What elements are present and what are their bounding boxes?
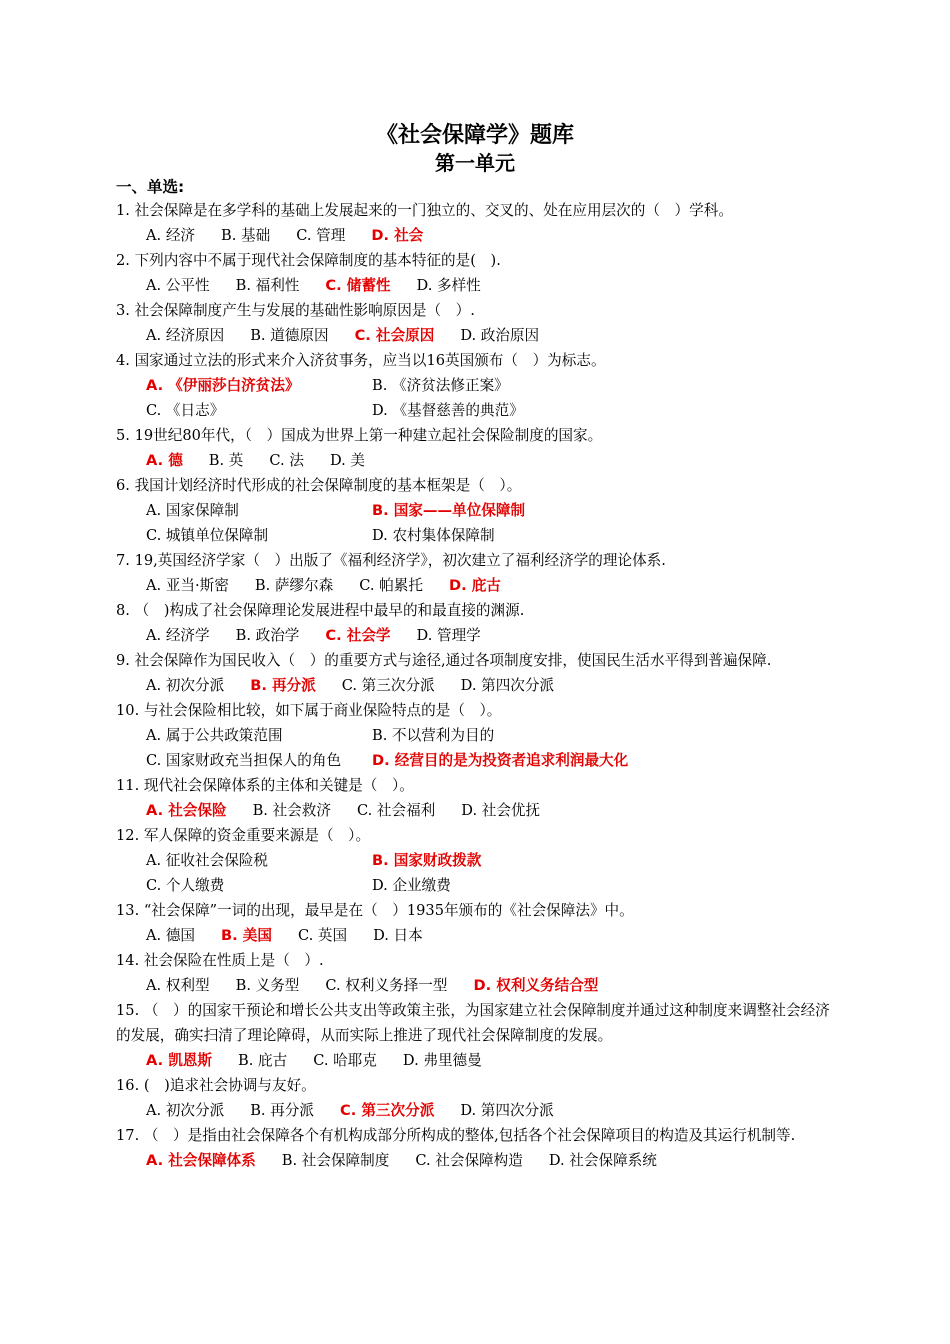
answer-option: D. 社会优抚 (461, 802, 541, 819)
answer-option: D. 第四次分派 (460, 677, 555, 694)
question-item (116, 1123, 836, 1173)
correct-answer-option: C. 社会学 (325, 627, 391, 644)
document-title: 《社会保障学》题库 (375, 123, 574, 148)
answer-option: B. 福利性 (235, 277, 300, 294)
unit-heading: 第一单元 (435, 151, 515, 175)
option-row (116, 273, 836, 298)
correct-answer-option: A. 凯恩斯 (146, 1052, 212, 1069)
answer-option: A. 德国 (146, 927, 196, 944)
question-text: 3. 社会保障制度产生与发展的基础性影响原因是（ ）. (116, 302, 475, 319)
correct-answer-option: D. 经营目的是为投资者追求利润最大化 (372, 752, 629, 769)
answer-option: C. 《日志》 (146, 402, 225, 419)
question-text: 16. ( )追求社会协调与友好。 (116, 1077, 316, 1094)
answer-option: C. 个人缴费 (146, 877, 225, 894)
answer-option: A. 经济 (146, 227, 196, 244)
answer-option: B. 社会保障制度 (281, 1152, 390, 1169)
answer-option: B. 义务型 (235, 977, 300, 994)
answer-option: D. 美 (329, 452, 365, 469)
question-item (116, 648, 836, 698)
option-row (116, 873, 836, 898)
answer-option: C. 哈耶克 (313, 1052, 377, 1069)
question-text: 5. 19世纪80年代，（ ）国成为世界上第一种建立起社会保险制度的国家。 (116, 427, 603, 444)
answer-option: D. 弗里德曼 (402, 1052, 482, 1069)
question-item (116, 348, 836, 423)
correct-answer-option: B. 国家财政拨款 (372, 852, 482, 869)
answer-option: A. 征收社会保险税 (146, 852, 268, 869)
option-row (116, 848, 836, 873)
option-row (116, 223, 836, 248)
question-item (116, 248, 836, 298)
question-text: 10. 与社会保险相比较，如下属于商业保险特点的是（ ）。 (116, 702, 502, 719)
answer-option: B. 基础 (221, 227, 271, 244)
question-item (116, 423, 836, 473)
answer-option: C. 英国 (297, 927, 348, 944)
answer-option: A. 公平性 (146, 277, 210, 294)
correct-answer-option: B. 国家——单位保障制 (372, 502, 526, 519)
correct-answer-option: D. 权利义务结合型 (473, 977, 599, 994)
question-text: 11. 现代社会保障体系的主体和关键是（ ）。 (116, 777, 414, 794)
answer-option: D. 农村集体保障制 (372, 527, 495, 544)
question-list (116, 198, 836, 1173)
question-item (116, 698, 836, 773)
answer-option: C. 法 (269, 452, 304, 469)
option-row (116, 973, 836, 998)
answer-option: C. 社会福利 (356, 802, 436, 819)
option-row (116, 748, 836, 773)
question-text: 9. 社会保障作为国民收入（ ）的重要方式与途径,通过各项制度安排，使国民生活水平得到普遍保障. (116, 652, 772, 669)
answer-option: A. 属于公共政策范围 (146, 727, 283, 744)
correct-answer-option: B. 美国 (221, 927, 272, 944)
correct-answer-option: A. 《伊丽莎白济贫法》 (146, 377, 300, 394)
correct-answer-option: C. 储蓄性 (325, 277, 391, 294)
question-item (116, 948, 836, 998)
correct-answer-option: C. 社会原因 (354, 327, 435, 344)
answer-option: C. 社会保障构造 (415, 1152, 523, 1169)
question-text: 12. 军人保障的资金重要来源是（ ）。 (116, 827, 371, 844)
answer-option: C. 帕累托 (359, 577, 423, 594)
option-row (116, 373, 836, 398)
section-heading: 一、单选: (116, 178, 185, 196)
option-row (116, 573, 836, 598)
question-text: 2. 下列内容中不属于现代社会保障制度的基本特征的是( ). (116, 252, 501, 269)
answer-option: A. 亚当·斯密 (146, 577, 229, 594)
question-item (116, 1073, 836, 1123)
answer-option: A. 经济学 (146, 627, 210, 644)
answer-option: A. 初次分派 (146, 1102, 225, 1119)
question-text: 17. （ ）是指由社会保障各个有机构成部分所构成的整体,包括各个社会保障项目的构造及其运行机制等. (116, 1127, 796, 1144)
answer-option: D. 多样性 (416, 277, 481, 294)
answer-option: C. 管理 (296, 227, 346, 244)
answer-option: B. 《济贫法修正案》 (372, 377, 509, 394)
answer-option: C. 权利义务择一型 (325, 977, 448, 994)
question-item (116, 473, 836, 548)
answer-option: C. 第三次分派 (341, 677, 435, 694)
option-row (116, 723, 836, 748)
question-text: 7. 19,英国经济学家（ ）出版了《福利经济学》，初次建立了福利经济学的理论体系. (116, 552, 666, 569)
question-text: 15. （ ）的国家干预论和增长公共支出等政策主张，为国家建立社会保障制度并通过这种制度来调整社会经济的发展，确实扫清了理论障碍，从而实际上推进了现代社会保障制度的发展。 (116, 1002, 830, 1044)
answer-option: B. 再分派 (250, 1102, 314, 1119)
correct-answer-option: B. 再分派 (250, 677, 316, 694)
option-row (116, 523, 836, 548)
question-item (116, 773, 836, 823)
answer-option: B. 政治学 (235, 627, 300, 644)
question-item (116, 898, 836, 948)
question-text: 13. “社会保障”一词的出现，最早是在（ ）1935年颁布的《社会保障法》中。 (116, 902, 634, 919)
option-row (116, 1098, 836, 1123)
correct-answer-option: D. 庇古 (448, 577, 501, 594)
answer-option: D. 政治原因 (460, 327, 540, 344)
answer-option: D. 社会保障系统 (548, 1152, 657, 1169)
correct-answer-option: C. 第三次分派 (340, 1102, 435, 1119)
question-text: 14. 社会保险在性质上是（ ）. (116, 952, 324, 969)
question-text: 8. （ )构成了社会保障理论发展进程中最早的和最直接的渊源. (116, 602, 525, 619)
question-item (116, 598, 836, 648)
answer-option: B. 社会救济 (252, 802, 331, 819)
correct-answer-option: A. 社会保险 (146, 802, 227, 819)
answer-option: D. 第四次分派 (460, 1102, 554, 1119)
answer-option: B. 庇古 (237, 1052, 288, 1069)
correct-answer-option: A. 德 (146, 452, 183, 469)
correct-answer-option: D. 社会 (371, 227, 424, 244)
answer-option: A. 国家保障制 (146, 502, 239, 519)
option-row (116, 923, 836, 948)
question-text: 1. 社会保障是在多学科的基础上发展起来的一门独立的、交叉的、处在应用层次的（ ）学科。 (116, 202, 733, 219)
option-row (116, 498, 836, 523)
question-text: 4. 国家通过立法的形式来介入济贫事务，应当以16英国颁布（ ）为标志。 (116, 352, 606, 369)
answer-option: B. 英 (208, 452, 244, 469)
answer-option: B. 道德原因 (250, 327, 329, 344)
option-row (116, 448, 836, 473)
question-item (116, 823, 836, 898)
option-row (116, 323, 836, 348)
option-row (116, 398, 836, 423)
answer-option: A. 权利型 (146, 977, 210, 994)
question-item (116, 198, 836, 248)
answer-option: C. 国家财政充当担保人的角色 (146, 752, 342, 769)
option-row (116, 798, 836, 823)
option-row (116, 1048, 836, 1073)
option-row (116, 1148, 836, 1173)
answer-option: A. 经济原因 (146, 327, 225, 344)
question-item (116, 548, 836, 598)
correct-answer-option: A. 社会保障体系 (146, 1152, 256, 1169)
answer-option: A. 初次分派 (146, 677, 225, 694)
answer-option: D. 管理学 (416, 627, 481, 644)
question-text: 6. 我国计划经济时代形成的社会保障制度的基本框架是（ ）。 (116, 477, 522, 494)
option-row (116, 623, 836, 648)
option-row (116, 673, 836, 698)
answer-option: D. 企业缴费 (372, 877, 451, 894)
answer-option: D. 《基督慈善的典范》 (372, 402, 524, 419)
question-item (116, 998, 836, 1073)
answer-option: B. 萨缪尔森 (254, 577, 334, 594)
answer-option: D. 日本 (373, 927, 423, 944)
answer-option: C. 城镇单位保障制 (146, 527, 269, 544)
question-item (116, 298, 836, 348)
answer-option: B. 不以营利为目的 (372, 727, 495, 744)
